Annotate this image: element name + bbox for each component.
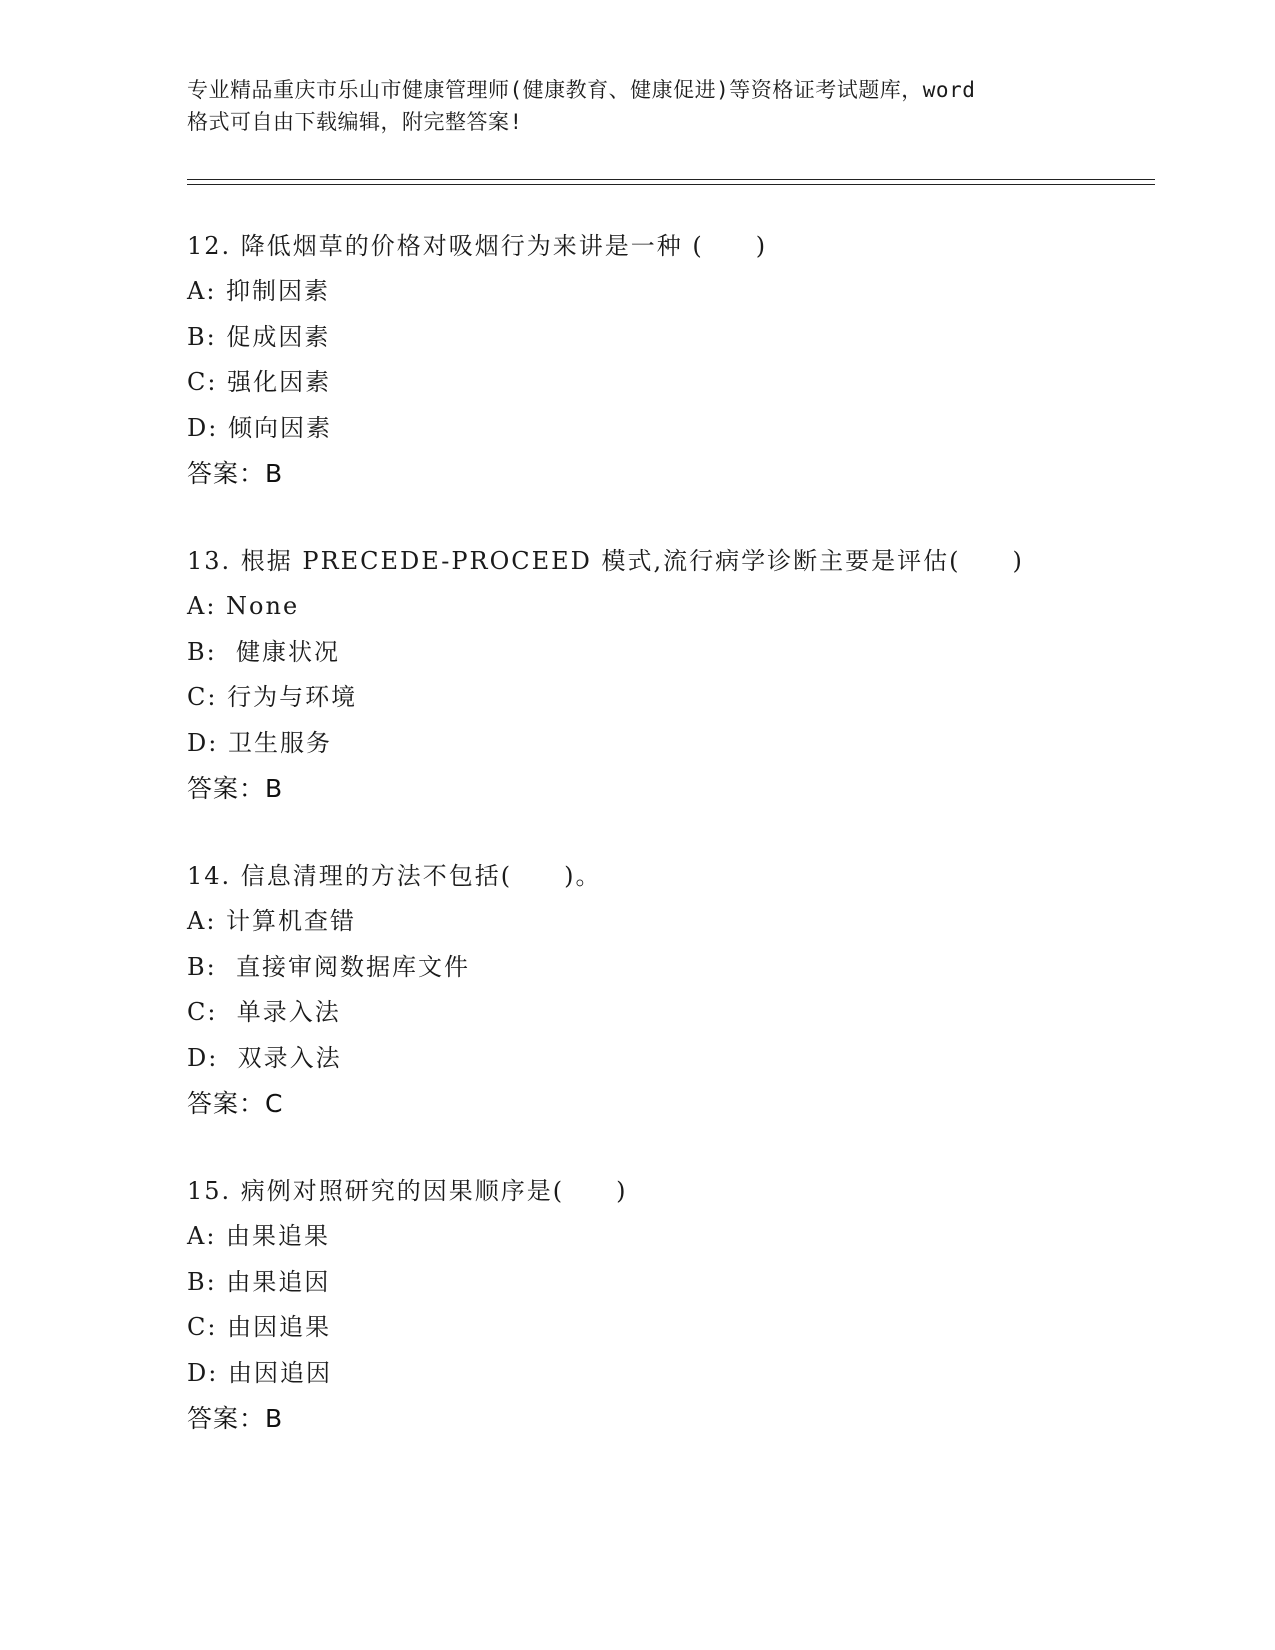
option-d: D: 卫生服务 (187, 728, 332, 757)
question-block (187, 853, 1147, 1127)
question-block (187, 1168, 1147, 1442)
option-b: B: 促成因素 (187, 322, 331, 351)
answer-line: 答案：C (187, 1089, 284, 1118)
option-a: A: None (187, 592, 300, 620)
question-stem: 13. 根据 PRECEDE-PROCEED 模式,流行病学诊断主要是评估( ) (187, 547, 1024, 575)
option-a: A: 抑制因素 (187, 277, 331, 305)
option-b: B: 健康状况 (187, 637, 340, 666)
question-block (187, 223, 1147, 497)
option-d: D: 倾向因素 (187, 413, 332, 442)
option-c: C: 行为与环境 (187, 683, 358, 711)
option-a: A: 由果追果 (187, 1222, 331, 1250)
option-d: D: 双录入法 (187, 1043, 342, 1072)
header-divider-top (187, 179, 1155, 180)
option-c: C: 强化因素 (187, 368, 332, 396)
option-c: C: 单录入法 (187, 998, 341, 1026)
answer-line: 答案：B (187, 459, 284, 488)
header-line-2: 格式可自由下载编辑，附完整答案! (187, 110, 523, 134)
header-line-1: 专业精品重庆市乐山市健康管理师(健康教育、健康促进)等资格证考试题库，word (187, 78, 976, 102)
question-stem: 15. 病例对照研究的因果顺序是( ) (187, 1177, 628, 1205)
document-header (187, 74, 1087, 138)
option-b: B: 直接审阅数据库文件 (187, 952, 470, 981)
header-divider-bottom (187, 184, 1155, 185)
option-c: C: 由因追果 (187, 1313, 332, 1341)
question-stem: 14. 信息清理的方法不包括( )。 (187, 862, 602, 890)
answer-line: 答案：B (187, 1404, 284, 1433)
question-block (187, 538, 1147, 812)
answer-line: 答案：B (187, 774, 284, 803)
option-a: A: 计算机查错 (187, 907, 357, 935)
question-stem: 12. 降低烟草的价格对吸烟行为来讲是一种 ( ) (187, 232, 768, 260)
option-b: B: 由果追因 (187, 1267, 331, 1296)
option-d: D: 由因追因 (187, 1358, 332, 1387)
